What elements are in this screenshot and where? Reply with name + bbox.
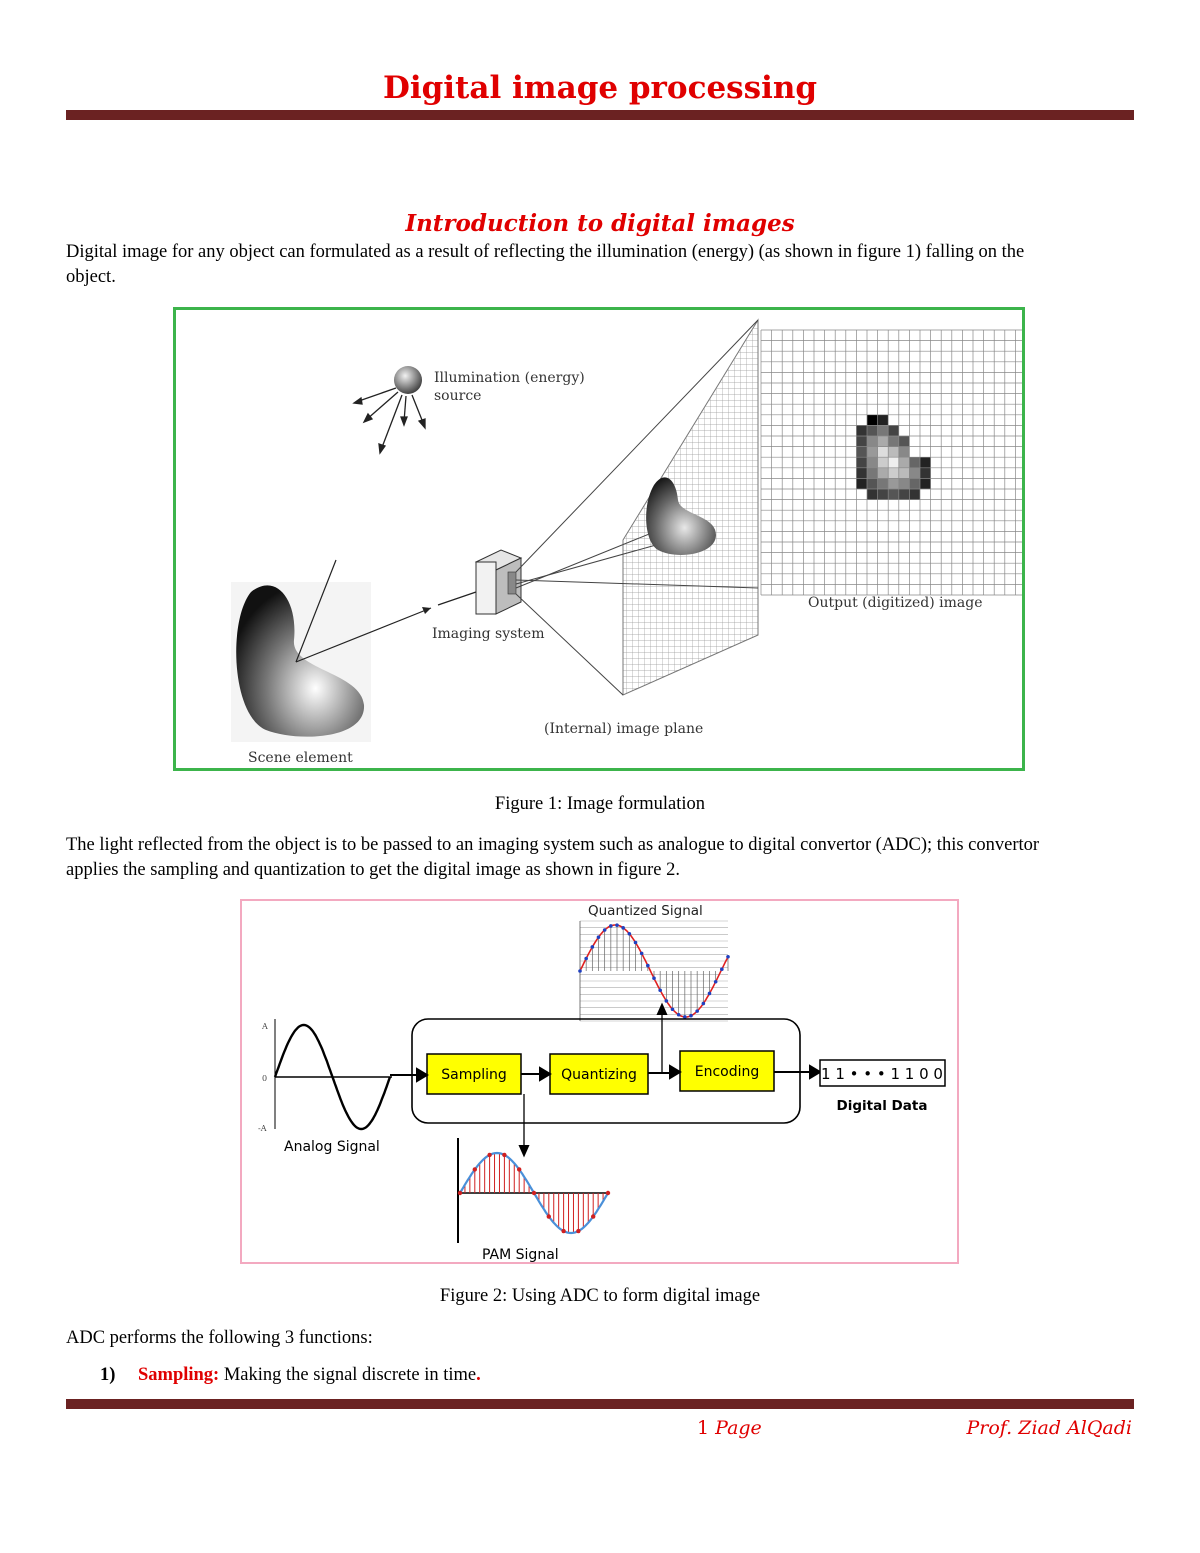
figure-2-caption: Figure 2: Using ADC to form digital image	[439, 1286, 761, 1306]
internal-image-plane	[623, 320, 758, 695]
pam-sample-point	[502, 1153, 506, 1157]
intro-line-2: object.	[66, 267, 116, 287]
quant-sample-point	[584, 957, 588, 961]
quant-sample-point	[671, 1007, 675, 1011]
reflected-ray-continued	[438, 592, 476, 605]
quant-sample-point	[591, 945, 595, 949]
digitized-pixel	[878, 478, 889, 489]
digitized-pixel	[878, 415, 889, 426]
pam-sample-point	[591, 1214, 595, 1218]
footer-page	[697, 1417, 762, 1439]
digitized-pixel	[867, 447, 878, 458]
scene-element-label: Scene element	[248, 750, 353, 766]
digitized-pixel	[856, 425, 867, 436]
digitized-pixel	[867, 415, 878, 426]
figure-1-caption: Figure 1: Image formulation	[494, 794, 706, 814]
footer-rule	[66, 1399, 1134, 1409]
quant-sample-point	[621, 926, 625, 930]
digitized-pixel	[909, 468, 920, 479]
list-text: Making the signal discrete in time	[219, 1365, 477, 1385]
digitized-pixel	[899, 478, 910, 489]
digitized-pixel	[899, 436, 910, 447]
pam-signal-plot	[458, 1138, 610, 1243]
quant-sample-point	[702, 1002, 706, 1006]
digitized-pixel	[899, 457, 910, 468]
digitized-pixel	[878, 457, 889, 468]
quant-sample-point	[634, 941, 638, 945]
pam-sample-point	[473, 1167, 477, 1171]
figure-2-drawing	[242, 901, 957, 1262]
image-plane-label: (Internal) image plane	[544, 721, 704, 737]
axis-label-a: A	[262, 1022, 268, 1031]
figure-1-drawing	[176, 310, 1022, 768]
quant-sample-point	[720, 967, 724, 971]
digitized-pixel	[888, 489, 899, 500]
sampling-label: Sampling	[441, 1067, 507, 1083]
quant-sample-point	[578, 969, 582, 973]
output-digitized-grid	[761, 330, 1022, 595]
paragraph-2	[66, 833, 1136, 883]
quantized-signal-plot	[578, 921, 730, 1021]
pam-sample-point	[547, 1214, 551, 1218]
imaging-system-label: Imaging system	[432, 626, 545, 642]
digital-data-label: Digital Data	[836, 1098, 928, 1114]
quant-sample-point	[677, 1013, 681, 1017]
digitized-pixel	[878, 425, 889, 436]
digitized-pixel	[867, 478, 878, 489]
digitized-pixel	[909, 478, 920, 489]
pam-sample-point	[487, 1153, 491, 1157]
digitized-pixel	[888, 478, 899, 489]
quant-sample-point	[665, 999, 669, 1003]
digitized-pixel	[878, 489, 889, 500]
header-rule	[66, 110, 1134, 120]
digitized-pixel	[878, 447, 889, 458]
quant-sample-point	[609, 924, 613, 928]
quant-sample-point	[708, 992, 712, 996]
output-label: Output (digitized) image	[808, 595, 983, 611]
digitized-pixel	[878, 436, 889, 447]
paragraph-2-line-1: The light reflected from the object is to be passed to an imaging system such as analogue to digital convertor (ADC); this convertor	[66, 835, 1040, 855]
digitized-pixel	[888, 447, 899, 458]
page-label: Page	[715, 1417, 762, 1439]
digitized-pixel	[867, 457, 878, 468]
intro-line-1: Digital image for any object can formulated as a result of reflecting the illumination (energy) (as shown in figure 1) falling on the	[66, 242, 1025, 262]
digitized-pixel	[920, 468, 931, 479]
quant-sample-point	[646, 964, 650, 968]
axis-label-zero: 0	[262, 1074, 268, 1083]
paragraph-3: ADC performs the following 3 functions:	[66, 1328, 373, 1348]
digitized-pixel	[920, 457, 931, 468]
page-title: Digital image processing	[382, 70, 818, 106]
list-item-sampling	[100, 1365, 481, 1386]
pam-sample-point	[517, 1167, 521, 1171]
page-number: 1	[697, 1417, 710, 1439]
digitized-pixel	[888, 436, 899, 447]
pam-signal-label: PAM Signal	[482, 1247, 559, 1262]
quant-sample-point	[689, 1014, 693, 1018]
quantized-signal-label: Quantized Signal	[588, 903, 703, 919]
quant-sample-point	[726, 955, 730, 959]
illumination-rays	[354, 388, 425, 453]
digitized-pixel	[856, 447, 867, 458]
illumination-source-icon	[394, 366, 422, 394]
digitized-pixel	[899, 447, 910, 458]
figure-2-adc	[240, 899, 959, 1264]
digitized-pixel	[888, 468, 899, 479]
digitized-pixel	[909, 457, 920, 468]
digitized-pixel	[867, 425, 878, 436]
encoding-label: Encoding	[694, 1064, 760, 1080]
pam-sample-point	[606, 1191, 610, 1195]
projection-line-bottom	[516, 594, 623, 695]
analog-signal-plot	[258, 1019, 392, 1133]
digitized-pixel	[867, 436, 878, 447]
paragraph-2-line-2: applies the sampling and quantization to get the digital image as shown in figure 2.	[66, 860, 680, 880]
digitized-pixel	[856, 457, 867, 468]
axis-label-minus-a: -A	[258, 1124, 267, 1133]
pam-sample-point	[532, 1191, 536, 1195]
quant-sample-point	[714, 980, 718, 984]
digitized-pixel	[878, 468, 889, 479]
digitized-pixel	[856, 468, 867, 479]
digitized-pixel	[920, 478, 931, 489]
analog-signal-label: Analog Signal	[284, 1139, 380, 1155]
pam-sample-point	[458, 1191, 462, 1195]
quant-sample-point	[597, 935, 601, 939]
quant-sample-point	[640, 952, 644, 956]
digitized-pixel	[867, 468, 878, 479]
intro-paragraph	[66, 240, 1136, 290]
source-label: source	[434, 388, 482, 404]
imaging-system-icon	[476, 550, 521, 614]
quantizing-label: Quantizing	[561, 1067, 637, 1083]
digitized-pixel	[867, 489, 878, 500]
pam-sample-point	[561, 1229, 565, 1233]
digitized-pixel	[909, 489, 920, 500]
digitized-pixel	[856, 478, 867, 489]
pam-sample-point	[576, 1229, 580, 1233]
quant-sample-point	[652, 976, 656, 980]
digitized-pixel	[899, 468, 910, 479]
list-term: Sampling:	[138, 1365, 220, 1385]
digitized-pixel	[888, 425, 899, 436]
quant-sample-point	[615, 923, 619, 927]
digitized-pixel	[888, 457, 899, 468]
quant-sample-point	[603, 928, 607, 932]
list-number: 1)	[100, 1365, 116, 1385]
digital-output-value: 1 1 • • • 1 1 0 0	[821, 1065, 943, 1083]
list-end: .	[476, 1365, 481, 1385]
quant-sample-point	[695, 1009, 699, 1013]
quant-sample-point	[658, 988, 662, 992]
figure-1-image-formulation	[173, 307, 1025, 771]
digitized-pixel	[899, 489, 910, 500]
digitized-pixel	[856, 436, 867, 447]
section-heading: Introduction to digital images	[405, 210, 795, 237]
quant-sample-point	[628, 932, 632, 936]
illumination-label: Illumination (energy)	[434, 370, 585, 386]
footer-author: Prof. Ziad AlQadi	[966, 1417, 1132, 1439]
